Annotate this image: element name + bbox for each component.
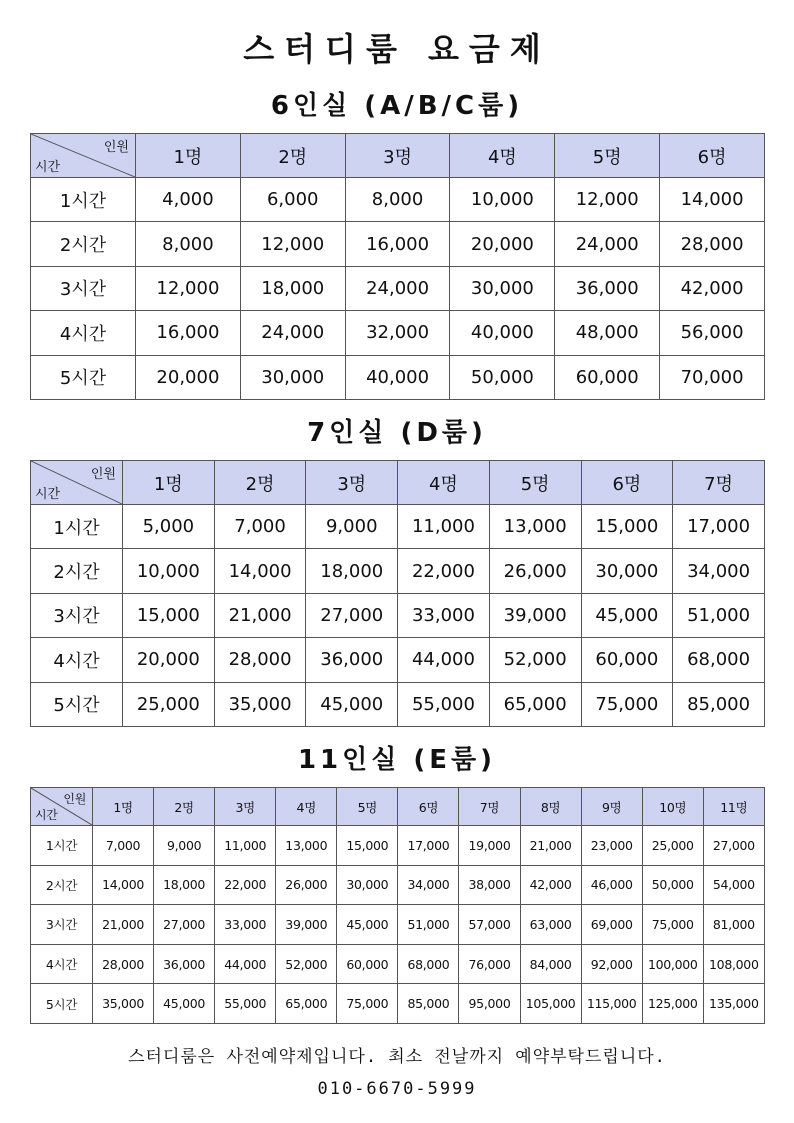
row-label-cell: 4시간 <box>31 638 123 682</box>
column-header: 2명 <box>154 788 215 826</box>
corner-header-cell <box>31 134 136 178</box>
table-row <box>31 984 765 1024</box>
row-label-cell: 4시간 <box>31 311 136 355</box>
column-header: 7명 <box>673 461 765 505</box>
table-row <box>31 178 765 222</box>
column-header: 7명 <box>459 788 520 826</box>
column-header: 6명 <box>660 134 765 178</box>
price-cell: 63,000 <box>520 905 581 945</box>
price-cell: 21,000 <box>520 826 581 866</box>
price-cell: 105,000 <box>520 984 581 1024</box>
price-cell: 30,000 <box>450 266 555 310</box>
table-row <box>31 944 765 984</box>
price-cell: 60,000 <box>555 355 660 399</box>
row-label-cell: 4시간 <box>31 944 93 984</box>
price-cell: 7,000 <box>214 505 306 549</box>
price-cell: 6,000 <box>240 178 345 222</box>
price-cell: 18,000 <box>306 549 398 593</box>
price-cell: 39,000 <box>276 905 337 945</box>
price-cell: 33,000 <box>398 593 490 637</box>
rate-table-11 <box>30 787 765 1024</box>
column-header: 3명 <box>215 788 276 826</box>
price-cell: 15,000 <box>123 593 215 637</box>
price-cell: 32,000 <box>345 311 450 355</box>
table-row <box>31 638 765 682</box>
price-cell: 38,000 <box>459 865 520 905</box>
price-cell: 16,000 <box>345 222 450 266</box>
price-cell: 44,000 <box>398 638 490 682</box>
price-cell: 51,000 <box>398 905 459 945</box>
column-header: 6명 <box>398 788 459 826</box>
price-cell: 65,000 <box>276 984 337 1024</box>
section-title-7: 7인실 (D룸) <box>307 418 487 448</box>
column-header: 5명 <box>555 134 660 178</box>
price-cell: 26,000 <box>276 865 337 905</box>
price-cell: 4,000 <box>136 178 241 222</box>
row-label-cell: 5시간 <box>31 984 93 1024</box>
price-cell: 108,000 <box>703 944 764 984</box>
table-row <box>31 905 765 945</box>
table-row <box>31 311 765 355</box>
price-cell: 52,000 <box>276 944 337 984</box>
price-cell: 75,000 <box>581 682 673 726</box>
corner-label-people: 인원 <box>63 792 86 806</box>
price-cell: 30,000 <box>581 549 673 593</box>
price-cell: 20,000 <box>450 222 555 266</box>
row-label-cell: 3시간 <box>31 266 136 310</box>
corner-label-people: 인원 <box>103 140 129 155</box>
price-cell: 5,000 <box>123 505 215 549</box>
price-cell: 23,000 <box>581 826 642 866</box>
column-header: 6명 <box>581 461 673 505</box>
row-label-cell: 1시간 <box>31 178 136 222</box>
price-cell: 18,000 <box>154 865 215 905</box>
price-cell: 14,000 <box>93 865 154 905</box>
column-header: 2명 <box>214 461 306 505</box>
price-cell: 81,000 <box>703 905 764 945</box>
price-cell: 36,000 <box>555 266 660 310</box>
price-cell: 45,000 <box>337 905 398 945</box>
price-cell: 17,000 <box>398 826 459 866</box>
price-cell: 11,000 <box>398 505 490 549</box>
price-cell: 68,000 <box>673 638 765 682</box>
row-label-cell: 5시간 <box>31 355 136 399</box>
corner-label-time: 시간 <box>35 808 58 822</box>
table-row <box>31 826 765 866</box>
column-header: 4명 <box>450 134 555 178</box>
price-cell: 21,000 <box>93 905 154 945</box>
column-header: 3명 <box>345 134 450 178</box>
price-cell: 34,000 <box>673 549 765 593</box>
price-cell: 34,000 <box>398 865 459 905</box>
price-cell: 12,000 <box>240 222 345 266</box>
price-cell: 15,000 <box>337 826 398 866</box>
price-cell: 40,000 <box>345 355 450 399</box>
table-row <box>31 865 765 905</box>
price-cell: 24,000 <box>555 222 660 266</box>
price-cell: 30,000 <box>337 865 398 905</box>
column-header: 4명 <box>276 788 337 826</box>
header-row <box>31 461 765 505</box>
price-cell: 115,000 <box>581 984 642 1024</box>
price-cell: 45,000 <box>306 682 398 726</box>
price-cell: 14,000 <box>660 178 765 222</box>
price-cell: 85,000 <box>673 682 765 726</box>
corner-header-cell <box>31 461 123 505</box>
price-cell: 35,000 <box>93 984 154 1024</box>
price-cell: 24,000 <box>345 266 450 310</box>
price-cell: 60,000 <box>337 944 398 984</box>
price-cell: 44,000 <box>215 944 276 984</box>
table-row <box>31 549 765 593</box>
price-cell: 33,000 <box>215 905 276 945</box>
price-cell: 26,000 <box>489 549 581 593</box>
price-cell: 45,000 <box>581 593 673 637</box>
corner-label-time: 시간 <box>35 487 61 502</box>
price-cell: 25,000 <box>123 682 215 726</box>
column-header: 1명 <box>93 788 154 826</box>
price-cell: 27,000 <box>306 593 398 637</box>
footer-note: 스터디룸은 사전예약제입니다. 최소 전날까지 예약부탁드립니다. <box>128 1047 666 1067</box>
price-cell: 42,000 <box>660 266 765 310</box>
price-cell: 25,000 <box>642 826 703 866</box>
price-cell: 9,000 <box>154 826 215 866</box>
price-cell: 100,000 <box>642 944 703 984</box>
price-cell: 75,000 <box>642 905 703 945</box>
column-header: 2명 <box>240 134 345 178</box>
corner-header-cell <box>31 788 93 826</box>
price-cell: 76,000 <box>459 944 520 984</box>
price-cell: 125,000 <box>642 984 703 1024</box>
price-cell: 28,000 <box>660 222 765 266</box>
corner-label-people: 인원 <box>90 467 116 482</box>
price-cell: 135,000 <box>703 984 764 1024</box>
row-label-cell: 3시간 <box>31 905 93 945</box>
price-cell: 39,000 <box>489 593 581 637</box>
column-header: 1명 <box>136 134 241 178</box>
header-row <box>31 134 765 178</box>
price-cell: 42,000 <box>520 865 581 905</box>
price-cell: 20,000 <box>136 355 241 399</box>
table-row <box>31 593 765 637</box>
price-cell: 50,000 <box>450 355 555 399</box>
row-label-cell: 1시간 <box>31 826 93 866</box>
table-row <box>31 222 765 266</box>
table-row <box>31 355 765 399</box>
price-cell: 11,000 <box>215 826 276 866</box>
price-cell: 7,000 <box>93 826 154 866</box>
price-cell: 12,000 <box>555 178 660 222</box>
price-cell: 75,000 <box>337 984 398 1024</box>
price-cell: 30,000 <box>240 355 345 399</box>
table-row <box>31 505 765 549</box>
price-cell: 22,000 <box>215 865 276 905</box>
price-cell: 10,000 <box>123 549 215 593</box>
price-cell: 10,000 <box>450 178 555 222</box>
table-row <box>31 682 765 726</box>
price-cell: 35,000 <box>214 682 306 726</box>
price-cell: 95,000 <box>459 984 520 1024</box>
price-cell: 45,000 <box>154 984 215 1024</box>
price-cell: 19,000 <box>459 826 520 866</box>
price-cell: 70,000 <box>660 355 765 399</box>
column-header: 5명 <box>489 461 581 505</box>
section-title-6: 6인실 (A/B/C룸) <box>270 91 524 121</box>
price-cell: 8,000 <box>136 222 241 266</box>
row-label-cell: 2시간 <box>31 222 136 266</box>
column-header: 8명 <box>520 788 581 826</box>
corner-label-time: 시간 <box>35 160 61 175</box>
price-cell: 28,000 <box>93 944 154 984</box>
price-cell: 21,000 <box>214 593 306 637</box>
price-cell: 54,000 <box>703 865 764 905</box>
price-cell: 57,000 <box>459 905 520 945</box>
price-cell: 55,000 <box>215 984 276 1024</box>
price-cell: 28,000 <box>214 638 306 682</box>
row-label-cell: 2시간 <box>31 865 93 905</box>
column-header: 5명 <box>337 788 398 826</box>
price-cell: 8,000 <box>345 178 450 222</box>
price-cell: 68,000 <box>398 944 459 984</box>
price-cell: 50,000 <box>642 865 703 905</box>
column-header: 4명 <box>398 461 490 505</box>
price-cell: 92,000 <box>581 944 642 984</box>
price-cell: 56,000 <box>660 311 765 355</box>
price-cell: 15,000 <box>581 505 673 549</box>
price-cell: 52,000 <box>489 638 581 682</box>
page-title: 스터디룸 요금제 <box>243 30 551 68</box>
column-header: 1명 <box>123 461 215 505</box>
price-cell: 17,000 <box>673 505 765 549</box>
price-cell: 13,000 <box>489 505 581 549</box>
price-cell: 40,000 <box>450 311 555 355</box>
price-cell: 46,000 <box>581 865 642 905</box>
price-cell: 12,000 <box>136 266 241 310</box>
price-cell: 84,000 <box>520 944 581 984</box>
price-cell: 85,000 <box>398 984 459 1024</box>
price-cell: 24,000 <box>240 311 345 355</box>
price-cell: 27,000 <box>703 826 764 866</box>
price-cell: 36,000 <box>154 944 215 984</box>
price-cell: 14,000 <box>214 549 306 593</box>
column-header: 3명 <box>306 461 398 505</box>
header-row <box>31 788 765 826</box>
price-cell: 60,000 <box>581 638 673 682</box>
price-cell: 36,000 <box>306 638 398 682</box>
price-cell: 27,000 <box>154 905 215 945</box>
price-cell: 16,000 <box>136 311 241 355</box>
price-cell: 55,000 <box>398 682 490 726</box>
price-cell: 51,000 <box>673 593 765 637</box>
price-cell: 18,000 <box>240 266 345 310</box>
price-cell: 65,000 <box>489 682 581 726</box>
column-header: 9명 <box>581 788 642 826</box>
price-cell: 9,000 <box>306 505 398 549</box>
price-cell: 13,000 <box>276 826 337 866</box>
footer-phone: 010-6670-5999 <box>317 1079 477 1099</box>
section-title-11: 11인실 (E룸) <box>297 745 497 775</box>
column-header: 11명 <box>703 788 764 826</box>
price-cell: 69,000 <box>581 905 642 945</box>
row-label-cell: 3시간 <box>31 593 123 637</box>
column-header: 10명 <box>642 788 703 826</box>
rate-table-7 <box>30 460 765 727</box>
rate-table-6 <box>30 133 765 400</box>
row-label-cell: 2시간 <box>31 549 123 593</box>
row-label-cell: 5시간 <box>31 682 123 726</box>
table-row <box>31 266 765 310</box>
price-cell: 22,000 <box>398 549 490 593</box>
row-label-cell: 1시간 <box>31 505 123 549</box>
price-cell: 20,000 <box>123 638 215 682</box>
price-cell: 48,000 <box>555 311 660 355</box>
